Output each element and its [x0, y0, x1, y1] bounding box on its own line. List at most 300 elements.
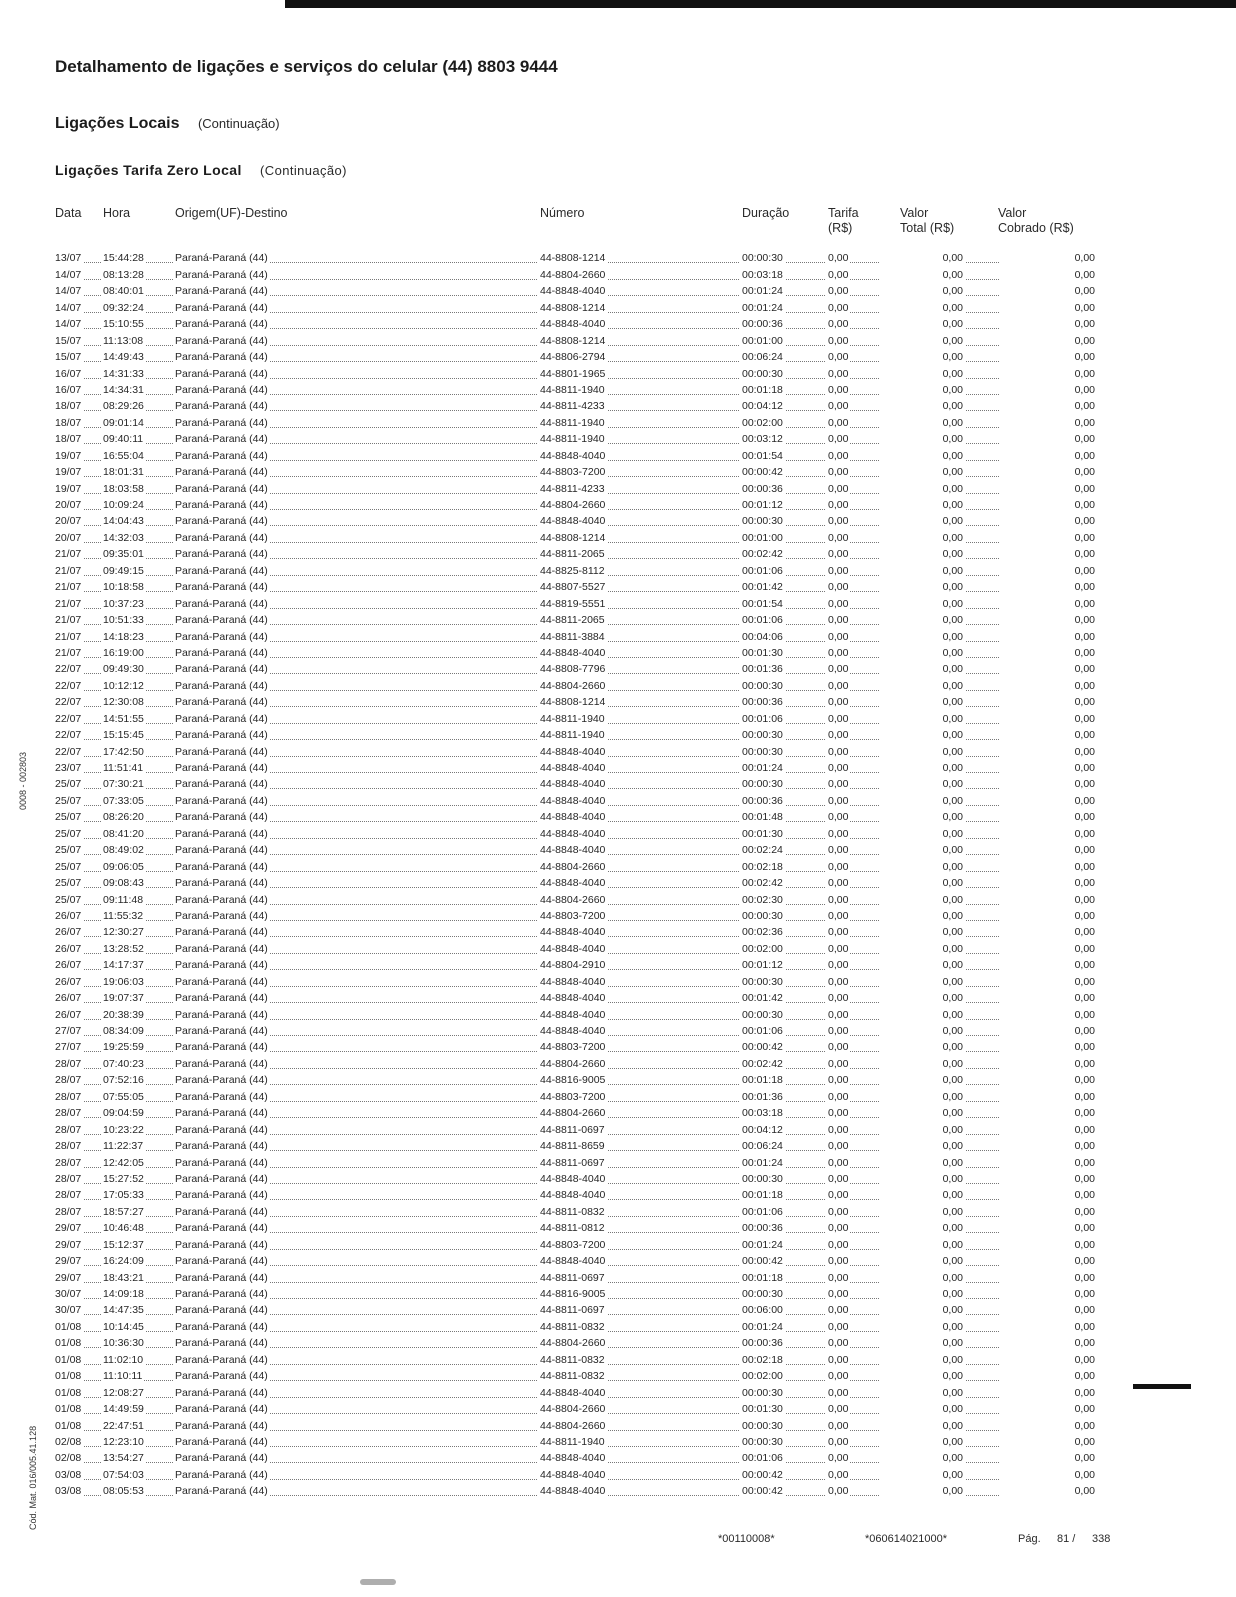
cell-duracao: 00:00:42 — [742, 1468, 783, 1481]
header-tarifa — [828, 206, 859, 236]
cell-total: 0,00 — [880, 1304, 965, 1316]
cell-tarifa: 0,00 — [828, 318, 849, 331]
cell-total: 0,00 — [880, 1288, 965, 1300]
cell-hora: 14:51:55 — [103, 712, 144, 725]
cell-hora: 10:09:24 — [103, 499, 144, 511]
cell-cobrado: 0,00 — [1000, 959, 1097, 971]
cell-total: 0,00 — [880, 1140, 965, 1152]
header-valor-total — [900, 206, 954, 236]
table-row — [55, 1088, 1095, 1104]
cell-hora: 10:46:48 — [103, 1222, 144, 1235]
cell-hora: 08:05:53 — [103, 1485, 144, 1498]
table-row — [55, 1105, 1095, 1121]
cell-origem: Paraná-Paraná (44) — [175, 499, 268, 511]
cell-total: 0,00 — [880, 1091, 965, 1103]
cell-origem: Paraná-Paraná (44) — [175, 1288, 268, 1300]
cell-origem: Paraná-Paraná (44) — [175, 466, 268, 479]
cell-duracao: 00:01:54 — [742, 597, 783, 610]
cell-origem: Paraná-Paraná (44) — [175, 778, 268, 791]
table-row — [55, 1269, 1095, 1285]
cell-total: 0,00 — [880, 1189, 965, 1201]
cell-duracao: 00:03:18 — [742, 268, 783, 281]
cell-tarifa: 0,00 — [828, 1156, 849, 1169]
cell-data: 26/07 — [55, 909, 82, 922]
cell-origem: Paraná-Paraná (44) — [175, 1370, 268, 1383]
cell-data: 03/08 — [55, 1485, 82, 1498]
table-row — [55, 1072, 1095, 1088]
table-row — [55, 661, 1095, 677]
cell-duracao: 00:01:06 — [742, 1205, 783, 1218]
margin-code-bottom: Cód. Mat. 016/005.41.128 — [28, 1425, 38, 1530]
cell-origem: Paraná-Paraná (44) — [175, 1025, 268, 1037]
header-origem: Origem(UF)-Destino — [175, 206, 288, 220]
cell-duracao: 00:04:06 — [742, 630, 783, 643]
cell-duracao: 00:02:24 — [742, 844, 783, 857]
cell-tarifa: 0,00 — [828, 1435, 849, 1448]
table-row — [55, 365, 1095, 381]
header-valor-cobrado — [998, 206, 1074, 236]
cell-numero: 44-8848-4040 — [540, 1386, 606, 1399]
table-row — [55, 1121, 1095, 1137]
cell-numero: 44-8848-4040 — [540, 827, 606, 840]
cell-cobrado: 0,00 — [1000, 302, 1097, 314]
cell-data: 01/08 — [55, 1386, 82, 1399]
cell-tarifa: 0,00 — [828, 860, 849, 873]
cell-origem: Paraná-Paraná (44) — [175, 614, 268, 627]
cell-duracao: 00:01:06 — [742, 614, 783, 627]
cell-cobrado: 0,00 — [1000, 1222, 1097, 1234]
cell-origem: Paraná-Paraná (44) — [175, 630, 268, 643]
cell-tarifa: 0,00 — [828, 1008, 849, 1021]
cell-numero: 44-8801-1965 — [540, 367, 606, 380]
cell-numero: 44-8807-5527 — [540, 581, 606, 594]
cell-numero: 44-8811-0697 — [540, 1123, 605, 1136]
cell-tarifa: 0,00 — [828, 1370, 849, 1383]
cell-total: 0,00 — [880, 335, 965, 347]
cell-tarifa: 0,00 — [828, 1140, 849, 1153]
cell-data: 29/07 — [55, 1255, 82, 1268]
cell-tarifa: 0,00 — [828, 1090, 849, 1103]
cell-duracao: 00:00:30 — [742, 515, 783, 528]
cell-origem: Paraná-Paraná (44) — [175, 794, 268, 807]
cell-numero: 44-8803-7200 — [540, 466, 606, 479]
cell-data: 26/07 — [55, 992, 82, 1005]
cell-data: 28/07 — [55, 1189, 82, 1202]
table-row — [55, 1401, 1095, 1417]
cell-total: 0,00 — [880, 663, 965, 675]
cell-duracao: 00:01:06 — [742, 564, 783, 577]
cell-data: 13/07 — [55, 252, 82, 265]
cell-hora: 14:31:33 — [103, 367, 144, 380]
cell-duracao: 00:01:24 — [742, 1156, 783, 1169]
cell-cobrado: 0,00 — [1000, 1074, 1097, 1086]
cell-numero: 44-8819-5551 — [540, 597, 606, 610]
cell-duracao: 00:03:12 — [742, 433, 783, 446]
footer-page-label: Pág. — [1018, 1533, 1041, 1545]
cell-total: 0,00 — [880, 483, 965, 495]
table-row — [55, 940, 1095, 956]
cell-numero: 44-8848-4040 — [540, 926, 606, 939]
cell-cobrado: 0,00 — [1000, 1354, 1097, 1366]
cell-total: 0,00 — [880, 1074, 965, 1086]
cell-cobrado: 0,00 — [1000, 400, 1097, 412]
cell-total: 0,00 — [880, 384, 965, 396]
cell-data: 28/07 — [55, 1123, 82, 1136]
cell-numero: 44-8803-7200 — [540, 1041, 606, 1054]
cell-numero: 44-8808-7796 — [540, 663, 606, 676]
cell-numero: 44-8804-2660 — [540, 1107, 606, 1120]
cell-duracao: 00:00:30 — [742, 252, 783, 265]
cell-cobrado: 0,00 — [1000, 1321, 1097, 1333]
cell-duracao: 00:01:24 — [742, 762, 783, 774]
cell-data: 23/07 — [55, 762, 82, 774]
cell-origem: Paraná-Paraná (44) — [175, 959, 268, 972]
cell-numero: 44-8816-9005 — [540, 1288, 606, 1300]
cell-total: 0,00 — [880, 1009, 965, 1021]
cell-cobrado: 0,00 — [1000, 1288, 1097, 1300]
cell-tarifa: 0,00 — [828, 679, 849, 692]
cell-tarifa: 0,00 — [828, 1386, 849, 1399]
cell-total: 0,00 — [880, 992, 965, 1004]
cell-origem: Paraná-Paraná (44) — [175, 1222, 268, 1235]
cell-origem: Paraná-Paraná (44) — [175, 1140, 268, 1153]
cell-total: 0,00 — [880, 894, 965, 906]
cell-tarifa: 0,00 — [828, 1107, 849, 1120]
cell-cobrado: 0,00 — [1000, 532, 1097, 544]
cell-hora: 07:40:23 — [103, 1057, 144, 1070]
cell-cobrado: 0,00 — [1000, 795, 1097, 807]
cell-total: 0,00 — [880, 417, 965, 429]
cell-cobrado: 0,00 — [1000, 1337, 1097, 1349]
table-header — [55, 206, 1095, 246]
cell-data: 25/07 — [55, 811, 82, 824]
cell-duracao: 00:00:42 — [742, 1255, 783, 1268]
cell-origem: Paraná-Paraná (44) — [175, 712, 268, 725]
cell-origem: Paraná-Paraná (44) — [175, 663, 268, 676]
cell-total: 0,00 — [880, 647, 965, 659]
cell-total: 0,00 — [880, 1255, 965, 1267]
cell-duracao: 00:00:36 — [742, 696, 783, 709]
cell-cobrado: 0,00 — [1000, 417, 1097, 429]
cell-cobrado: 0,00 — [1000, 483, 1097, 495]
cell-duracao: 00:06:24 — [742, 1140, 783, 1153]
cell-tarifa: 0,00 — [828, 1057, 849, 1070]
cell-tarifa: 0,00 — [828, 663, 849, 676]
cell-cobrado: 0,00 — [1000, 1255, 1097, 1267]
header-cobrado-line2: Cobrado (R$) — [998, 221, 1074, 235]
cell-numero: 44-8848-4040 — [540, 975, 606, 988]
cell-numero: 44-8811-1940 — [540, 383, 605, 396]
cell-cobrado: 0,00 — [1000, 285, 1097, 297]
cell-origem: Paraná-Paraná (44) — [175, 597, 268, 610]
cell-tarifa: 0,00 — [828, 597, 849, 610]
table-row — [55, 809, 1095, 825]
cell-data: 28/07 — [55, 1074, 82, 1087]
cell-numero: 44-8804-2910 — [540, 959, 606, 972]
title-text: Detalhamento de ligações e serviços do celular — [55, 57, 438, 76]
cell-data: 21/07 — [55, 581, 82, 594]
cell-duracao: 00:02:18 — [742, 860, 783, 873]
cell-origem: Paraná-Paraná (44) — [175, 334, 268, 347]
table-row — [55, 1286, 1095, 1302]
cell-tarifa: 0,00 — [828, 630, 849, 643]
cell-data: 01/08 — [55, 1403, 82, 1416]
cell-origem: Paraná-Paraná (44) — [175, 909, 268, 922]
cell-numero: 44-8848-4040 — [540, 1485, 606, 1498]
cell-numero: 44-8848-4040 — [540, 1468, 606, 1481]
table-row — [55, 579, 1095, 595]
cell-data: 29/07 — [55, 1238, 82, 1251]
cell-data: 26/07 — [55, 926, 82, 939]
cell-numero: 44-8811-1940 — [540, 712, 605, 725]
cell-tarifa: 0,00 — [828, 252, 849, 265]
cell-origem: Paraná-Paraná (44) — [175, 318, 268, 331]
table-row — [55, 792, 1095, 808]
cell-hora: 14:09:18 — [103, 1288, 144, 1300]
cell-origem: Paraná-Paraná (44) — [175, 679, 268, 692]
cell-cobrado: 0,00 — [1000, 548, 1097, 560]
cell-duracao: 00:01:36 — [742, 1090, 783, 1103]
cell-duracao: 00:01:42 — [742, 992, 783, 1005]
cell-duracao: 00:00:42 — [742, 1485, 783, 1498]
cell-duracao: 00:01:06 — [742, 712, 783, 725]
table-row — [55, 1450, 1095, 1466]
cell-total: 0,00 — [880, 910, 965, 922]
cell-cobrado: 0,00 — [1000, 861, 1097, 873]
table-row — [55, 595, 1095, 611]
table-row — [55, 332, 1095, 348]
cell-tarifa: 0,00 — [828, 1074, 849, 1087]
cell-tarifa: 0,00 — [828, 1172, 849, 1185]
cell-duracao: 00:01:24 — [742, 1238, 783, 1251]
cell-total: 0,00 — [880, 1420, 965, 1432]
cell-hora: 08:29:26 — [103, 400, 144, 413]
table-row — [55, 973, 1095, 989]
cell-hora: 15:15:45 — [103, 729, 144, 742]
cell-origem: Paraná-Paraná (44) — [175, 449, 268, 462]
cell-duracao: 00:01:24 — [742, 301, 783, 314]
cell-origem: Paraná-Paraná (44) — [175, 383, 268, 396]
cell-origem: Paraná-Paraná (44) — [175, 1107, 268, 1120]
cell-tarifa: 0,00 — [828, 1222, 849, 1235]
cell-origem: Paraná-Paraná (44) — [175, 1041, 268, 1054]
table-row — [55, 1039, 1095, 1055]
table-row — [55, 1417, 1095, 1433]
footer-page-total: 338 — [1092, 1533, 1111, 1545]
table-row — [55, 1023, 1095, 1039]
cell-hora: 07:54:03 — [103, 1468, 144, 1481]
cell-origem: Paraná-Paraná (44) — [175, 1189, 268, 1202]
cell-data: 26/07 — [55, 942, 82, 955]
cell-total: 0,00 — [880, 351, 965, 363]
cell-origem: Paraná-Paraná (44) — [175, 581, 268, 594]
cell-numero: 44-8825-8112 — [540, 564, 605, 577]
cell-hora: 08:40:01 — [103, 285, 144, 298]
cell-numero: 44-8848-4040 — [540, 1008, 606, 1021]
cell-duracao: 00:00:30 — [742, 745, 783, 758]
cell-duracao: 00:01:12 — [742, 959, 783, 972]
header-tarifa-line2: (R$) — [828, 221, 853, 235]
cell-cobrado: 0,00 — [1000, 1124, 1097, 1136]
cell-duracao: 00:02:30 — [742, 893, 783, 906]
cell-cobrado: 0,00 — [1000, 894, 1097, 906]
cell-numero: 44-8811-0697 — [540, 1271, 605, 1284]
cell-numero: 44-8848-4040 — [540, 318, 606, 331]
cell-data: 28/07 — [55, 1140, 82, 1153]
cell-tarifa: 0,00 — [828, 1271, 849, 1284]
cell-numero: 44-8848-4040 — [540, 449, 606, 462]
cell-numero: 44-8803-7200 — [540, 1238, 606, 1251]
cell-tarifa: 0,00 — [828, 1025, 849, 1037]
cell-duracao: 00:01:00 — [742, 334, 783, 347]
cell-duracao: 00:00:30 — [742, 975, 783, 988]
cell-total: 0,00 — [880, 598, 965, 610]
cell-origem: Paraná-Paraná (44) — [175, 926, 268, 939]
header-total-line1: Valor — [900, 206, 929, 220]
cell-numero: 44-8803-7200 — [540, 1090, 606, 1103]
cell-hora: 12:23:10 — [103, 1435, 144, 1448]
cell-hora: 10:23:22 — [103, 1123, 144, 1136]
table-row — [55, 299, 1095, 315]
cell-hora: 13:28:52 — [103, 942, 144, 955]
cell-origem: Paraná-Paraná (44) — [175, 1304, 268, 1317]
cell-duracao: 00:04:12 — [742, 400, 783, 413]
cell-hora: 20:38:39 — [103, 1008, 144, 1021]
cell-hora: 10:37:23 — [103, 597, 144, 610]
cell-tarifa: 0,00 — [828, 499, 849, 511]
cell-total: 0,00 — [880, 746, 965, 758]
cell-numero: 44-8811-0832 — [540, 1353, 605, 1366]
cell-numero: 44-8848-4040 — [540, 794, 606, 807]
cell-total: 0,00 — [880, 1387, 965, 1399]
cell-duracao: 00:00:30 — [742, 1386, 783, 1399]
cell-cobrado: 0,00 — [1000, 1469, 1097, 1481]
cell-data: 28/07 — [55, 1090, 82, 1103]
cell-numero: 44-8808-1214 — [540, 301, 606, 314]
cell-numero: 44-8811-0832 — [540, 1205, 605, 1218]
cell-duracao: 00:01:12 — [742, 499, 783, 511]
cell-duracao: 00:04:12 — [742, 1123, 783, 1136]
cell-total: 0,00 — [880, 1222, 965, 1234]
table-row — [55, 1236, 1095, 1252]
cell-data: 14/07 — [55, 301, 82, 314]
table-row — [55, 431, 1095, 447]
table-row — [55, 398, 1095, 414]
cell-data: 21/07 — [55, 564, 82, 577]
cell-hora: 12:42:05 — [103, 1156, 144, 1169]
cell-data: 21/07 — [55, 630, 82, 643]
cell-origem: Paraná-Paraná (44) — [175, 811, 268, 824]
cell-origem: Paraná-Paraná (44) — [175, 860, 268, 873]
cell-hora: 14:04:43 — [103, 515, 144, 528]
cell-hora: 14:17:37 — [103, 959, 144, 972]
cell-tarifa: 0,00 — [828, 1320, 849, 1333]
cell-numero: 44-8804-2660 — [540, 1337, 606, 1350]
cell-hora: 10:12:12 — [103, 679, 144, 692]
cell-cobrado: 0,00 — [1000, 269, 1097, 281]
header-numero: Número — [540, 206, 585, 220]
cell-total: 0,00 — [880, 1041, 965, 1053]
cell-origem: Paraná-Paraná (44) — [175, 400, 268, 413]
cell-cobrado: 0,00 — [1000, 828, 1097, 840]
cell-total: 0,00 — [880, 269, 965, 281]
cell-total: 0,00 — [880, 762, 965, 774]
cell-duracao: 00:00:36 — [742, 1222, 783, 1235]
table-row — [55, 1154, 1095, 1170]
cell-hora: 08:13:28 — [103, 268, 144, 281]
cell-origem: Paraná-Paraná (44) — [175, 1419, 268, 1432]
cell-duracao: 00:02:18 — [742, 1353, 783, 1366]
cell-data: 28/07 — [55, 1107, 82, 1120]
cell-origem: Paraná-Paraná (44) — [175, 1386, 268, 1399]
cell-origem: Paraná-Paraná (44) — [175, 482, 268, 495]
cell-hora: 19:25:59 — [103, 1041, 144, 1054]
table-row — [55, 694, 1095, 710]
cell-tarifa: 0,00 — [828, 811, 849, 824]
table-row — [55, 858, 1095, 874]
cell-duracao: 00:00:30 — [742, 679, 783, 692]
cell-hora: 07:30:21 — [103, 778, 144, 791]
cell-total: 0,00 — [880, 565, 965, 577]
cell-total: 0,00 — [880, 1173, 965, 1185]
cell-total: 0,00 — [880, 1403, 965, 1415]
cell-cobrado: 0,00 — [1000, 1206, 1097, 1218]
cell-data: 01/08 — [55, 1353, 82, 1366]
cell-duracao: 00:01:30 — [742, 1403, 783, 1416]
cell-origem: Paraná-Paraná (44) — [175, 1468, 268, 1481]
cell-data: 01/08 — [55, 1370, 82, 1383]
cell-total: 0,00 — [880, 433, 965, 445]
cell-tarifa: 0,00 — [828, 614, 849, 627]
cell-total: 0,00 — [880, 778, 965, 790]
cell-data: 21/07 — [55, 597, 82, 610]
cell-hora: 08:49:02 — [103, 844, 144, 857]
cell-hora: 09:49:15 — [103, 564, 144, 577]
cell-cobrado: 0,00 — [1000, 450, 1097, 462]
cell-total: 0,00 — [880, 1436, 965, 1448]
table-row — [55, 842, 1095, 858]
cell-origem: Paraná-Paraná (44) — [175, 942, 268, 955]
table-row — [55, 612, 1095, 628]
cell-numero: 44-8848-4040 — [540, 1452, 606, 1465]
cell-total: 0,00 — [880, 795, 965, 807]
cell-origem: Paraná-Paraná (44) — [175, 285, 268, 298]
cell-total: 0,00 — [880, 729, 965, 741]
table-row — [55, 1318, 1095, 1334]
cell-tarifa: 0,00 — [828, 1189, 849, 1202]
cell-numero: 44-8811-4233 — [540, 482, 605, 495]
cell-total: 0,00 — [880, 1157, 965, 1169]
cell-duracao: 00:01:42 — [742, 581, 783, 594]
cell-numero: 44-8804-2660 — [540, 860, 606, 873]
cell-tarifa: 0,00 — [828, 367, 849, 380]
cell-numero: 44-8804-2660 — [540, 499, 606, 511]
cell-hora: 09:06:05 — [103, 860, 144, 873]
table-row — [55, 875, 1095, 891]
cell-cobrado: 0,00 — [1000, 515, 1097, 527]
cell-hora: 11:51:41 — [103, 762, 144, 774]
cell-data: 28/07 — [55, 1057, 82, 1070]
cell-origem: Paraná-Paraná (44) — [175, 416, 268, 429]
cell-tarifa: 0,00 — [828, 268, 849, 281]
cell-origem: Paraná-Paraná (44) — [175, 1074, 268, 1087]
cell-cobrado: 0,00 — [1000, 252, 1097, 264]
table-row — [55, 908, 1095, 924]
cell-hora: 16:24:09 — [103, 1255, 144, 1268]
cell-numero: 44-8848-4040 — [540, 515, 606, 528]
table-row — [55, 727, 1095, 743]
cell-duracao: 00:02:42 — [742, 1057, 783, 1070]
